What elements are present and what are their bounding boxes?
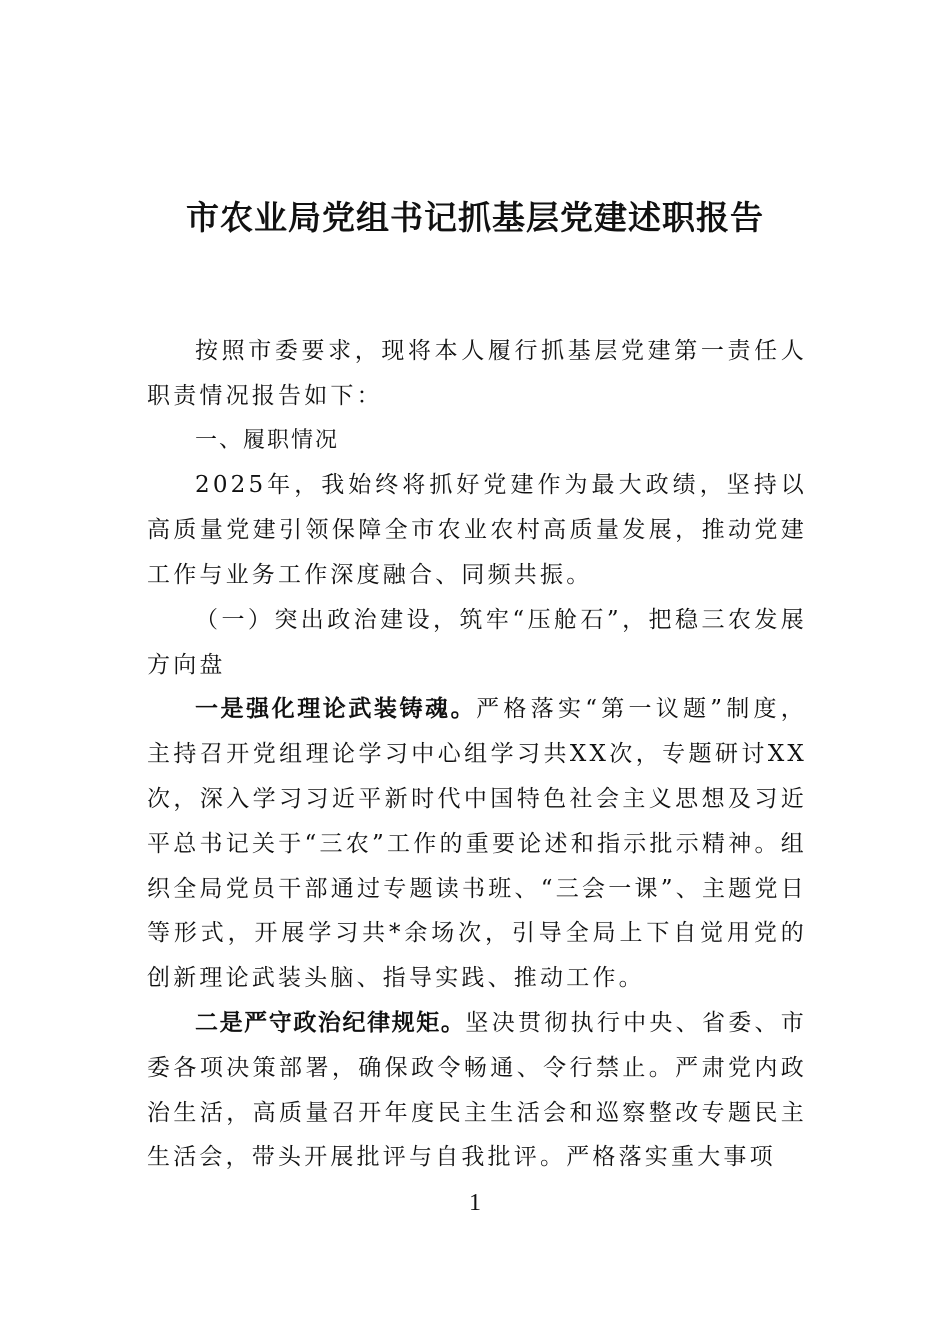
subsection-heading-political-building: （一）突出政治建设，筑牢“压舱石”，把稳三农发展方向盘 [147,606,807,678]
paragraph-political-discipline [147,1001,807,1180]
document-body [147,329,807,1180]
item1-lead: 一是强化理论武装铸魂。 [195,696,477,723]
item2-body: 坚决贯彻执行中央、省委、市委各项决策部署，确保政令畅通、令行禁止。严肃党内政治生活，高质量召开年度民主生活会和巡察整改专题民主生活会，带头开展批评与自我批评。严格落实重大事项 [147,1009,807,1171]
page-number: 1 [469,1190,481,1216]
item1-body: 严格落实“第一议题”制度，主持召开党组理论学习中心组学习共XX次，专题研讨XX次，深入学习习近平新时代中国特色社会主义思想及习近平总书记关于“三农”工作的重要论述和指示批示精神。组织全局党员干部通过专题读书班、“三会一课”、主题党日等形式，开展学习共*余场次，引导全局上下自觉用党的创新理论武装头脑、指导实践、推动工作。 [147,696,808,992]
paragraph-2025-overview: 2025年，我始终将抓好党建作为最大政绩，坚持以高质量党建引领保障全市农业农村高质量发展，推动党建工作与业务工作深度融合、同频共振。 [147,472,807,588]
paragraph-theory-arming [147,687,807,1001]
item2-lead: 二是严守政治纪律规矩。 [195,1009,466,1036]
intro-paragraph: 按照市委要求，现将本人履行抓基层党建第一责任人职责情况报告如下： [147,338,807,409]
section-heading-performance: 一、履职情况 [195,427,340,453]
document-title: 市农业局党组书记抓基层党建述职报告 [186,198,764,237]
